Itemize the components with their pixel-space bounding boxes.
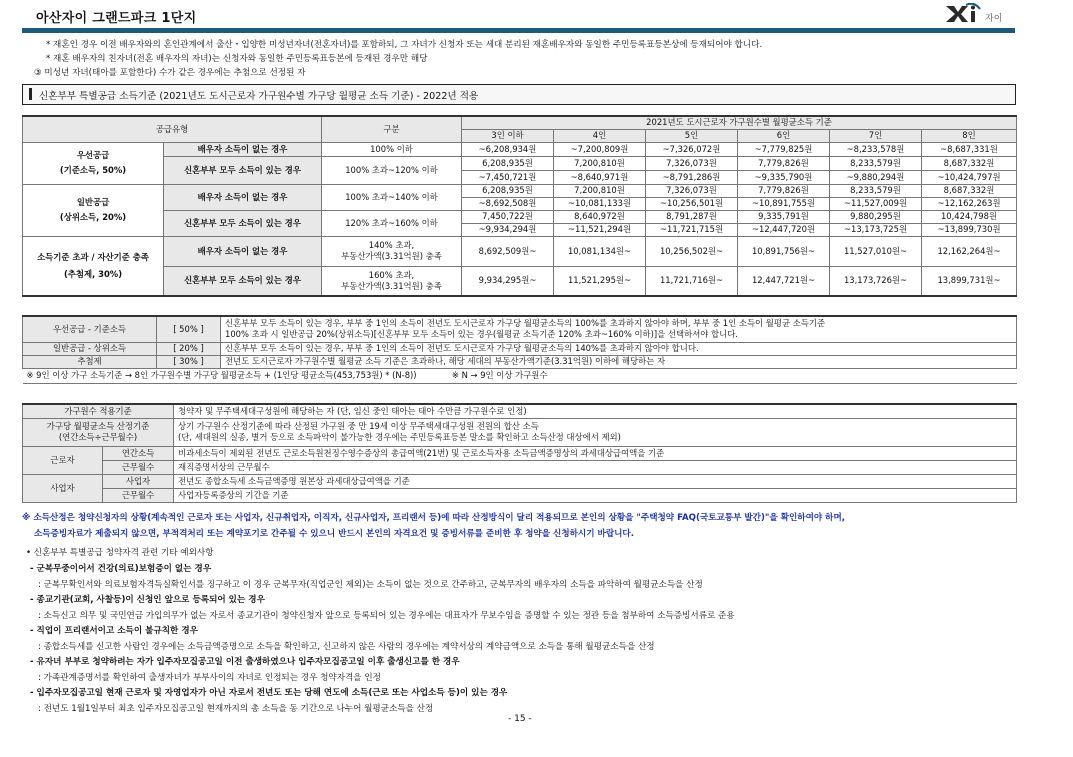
section-title: 신혼부부 특별공급 소득기준 (2021년도 도시근로자 가구원수별 가구당 월평균 소득 기준) - 2022년 적용	[39, 91, 479, 102]
page-number: - 15 -	[508, 714, 532, 724]
group-lottery	[23, 236, 164, 296]
value-cell: ~7,326,072원	[646, 142, 738, 156]
range-cell: 100% 이하	[322, 142, 462, 156]
range-cell: 100% 초과~140% 이하	[322, 184, 462, 210]
value-cell: 7,779,826원	[738, 156, 830, 170]
value-cell: 10,891,756원~	[738, 236, 830, 266]
value-cell: 8,791,287원	[646, 210, 738, 223]
criteria-desc: 전년도 도시근로자 가구원수별 월평균 소득 기준은 초과하나, 해당 세대의 부동산가액기준(3.31억원) 이하에 해당하는 자	[221, 355, 1017, 368]
exception-head: - 군복무중이어서 건강(의료)보험증이 없는 경우	[30, 564, 212, 574]
value-cell: 12,447,721원~	[738, 266, 830, 296]
hh-sub-label: 근무월수	[103, 460, 174, 474]
value-cell: 7,326,073원	[646, 184, 738, 197]
header-divider	[22, 28, 1015, 33]
hh-desc: 전년도 종합소득세 소득금액증명 원본상 과세대상급여액을 기준	[174, 474, 1017, 488]
group-lottery-sub: (추첨제, 30%)	[63, 268, 123, 279]
hh-label	[23, 418, 174, 446]
hh-sub-label: 근무월수	[103, 488, 174, 502]
value-cell: ~10,891,755원	[738, 197, 830, 210]
criteria-pct: [ 30% ]	[157, 355, 221, 368]
group-general-sub: (상위소득, 20%)	[59, 212, 127, 222]
value-cell: ~7,200,809원	[554, 142, 646, 156]
value-cell: 13,173,726원~	[830, 266, 922, 296]
value-cell: 10,081,134원~	[554, 236, 646, 266]
header-income-basis: 2021년도 도시근로자 가구원수별 월평균소득 기준	[462, 116, 1017, 129]
criteria-desc-line: 신혼부부 모두 소득이 있는 경우, 부부 중 1인의 소득이 전년도 도시근로자 가구당 월평균소득의 100%를 초과하지 않아야 하며, 부부 중 1인 소득이 월평균 소득기준	[225, 318, 826, 329]
value-cell: ~10,256,501원	[646, 197, 738, 210]
value-cell: 9,335,791원	[738, 210, 830, 223]
range-line: 140% 초과,	[368, 240, 415, 250]
cond-dual-income: 신혼부부 모두 소득이 있는 경우	[164, 210, 322, 236]
group-general	[23, 184, 164, 236]
range-cell	[322, 266, 462, 296]
value-cell: 8,687,332원	[922, 156, 1017, 170]
range-cell: 100% 초과~120% 이하	[322, 156, 462, 184]
value-cell: 8,687,332원	[922, 184, 1017, 197]
criteria-table	[22, 315, 1017, 384]
hh-label-line: (연간소득÷근무월수)	[58, 432, 138, 442]
value-cell: ~9,335,790원	[738, 170, 830, 184]
cond-dual-income: 신혼부부 모두 소득이 있는 경우	[164, 156, 322, 184]
criteria-label: 우선공급 - 기준소득	[23, 316, 157, 342]
hh-desc: 청약자 및 무주택세대구성원에 해당하는 자 (단, 임신 중인 태아는 태아 수만큼 가구원수로 인정)	[174, 404, 1017, 418]
hh-desc: 비과세소득이 제외된 전년도 근로소득원천징수영수증상의 총급여액(21번) 및 근로소득자용 소득금액증명상의 과세대상급여액을 기준	[174, 446, 1017, 460]
value-cell: 11,527,010원~	[830, 236, 922, 266]
cond-dual-income: 신혼부부 모두 소득이 있는 경우	[164, 266, 322, 296]
exception-body: : 군복무확인서와 의료보험자격득실확인서를 징구하고 이 경우 군복무자(직업군인 제외)는 소득이 없는 것으로 간주하고, 군복무자의 배우자의 소득을 파악하여 월평균소득을 산정	[38, 580, 703, 590]
criteria-footnote	[23, 368, 1017, 383]
value-cell: ~8,687,331원	[922, 142, 1017, 156]
value-cell: 7,326,073원	[646, 156, 738, 170]
hh-desc	[174, 418, 1017, 446]
range-cell: 120% 초과~160% 이하	[322, 210, 462, 236]
cond-single-income: 배우자 소득이 없는 경우	[164, 184, 322, 210]
value-cell: 6,208,935원	[462, 156, 554, 170]
value-cell: 7,200,810원	[554, 184, 646, 197]
value-cell: 8,233,579원	[830, 156, 922, 170]
value-cell: 8,233,579원	[830, 184, 922, 197]
value-cell: 8,640,972원	[554, 210, 646, 223]
value-cell: ~7,779,825원	[738, 142, 830, 156]
value-cell: ~6,208,934원	[462, 142, 554, 156]
hh-worker: 근로자	[23, 446, 103, 474]
group-priority-name: 우선공급	[76, 150, 110, 160]
value-cell: 10,256,502원~	[646, 236, 738, 266]
value-cell: 7,779,826원	[738, 184, 830, 197]
exception-head: - 유자녀 부부로 청약하려는 자가 입주자모집공고일 이전 출생하였으나 입주자모집공고일 이후 출생신고를 한 경우	[30, 657, 460, 667]
warning-line-2: 소득증빙자료가 제출되지 않으면, 부적격처리 또는 계약포기로 간주될 수 있으니 반드시 본인의 자격요건 및 증빙서류를 준비한 후 청약을 신청하시기 바랍니다.	[34, 529, 634, 539]
header-size-7: 7인	[830, 129, 922, 142]
hh-label-line: 가구당 월평균소득 산정기준	[46, 421, 150, 431]
range-line: 160% 초과,	[368, 269, 415, 280]
warning-line-1: ※ 소득산정은 청약신청자의 상황(계속적인 근로자 또는 사업자, 신규취업자, 이직자, 신규사업자, 프리랜서 등)에 따라 산정방식이 달리 적용되므로 본인의 상황을 "주택청약 FAQ(국토교통부 발간)"을 확인하여야 하며,	[22, 513, 846, 523]
exception-body: : 전년도 1월1일부터 최초 입주자모집공고일 현재까지의 총 소득을 동 기간으로 나누어 월평균소득을 산정	[38, 704, 434, 714]
criteria-pct: [ 50% ]	[157, 316, 221, 342]
hh-sub-label: 연간소득	[103, 446, 174, 460]
hh-sub-label: 사업자	[103, 474, 174, 488]
value-cell: ~11,521,294원	[554, 223, 646, 236]
header-size-6: 6인	[738, 129, 830, 142]
value-cell: 12,162,264원~	[922, 236, 1017, 266]
cond-single-income: 배우자 소득이 없는 경우	[164, 236, 322, 266]
logo-subtext: 자이	[985, 14, 1003, 24]
group-priority	[23, 142, 164, 184]
note-minor-children: ③ 미성년 자녀(태아를 포함한다) 수가 같은 경우에는 추첨으로 선정된 자	[34, 68, 306, 78]
criteria-pct: [ 20% ]	[157, 342, 221, 355]
value-cell: ~8,233,578원	[830, 142, 922, 156]
group-lottery-name: 소득기준 초과 / 자산기준 충족	[37, 251, 149, 262]
value-cell: ~13,173,725원	[830, 223, 922, 236]
value-cell: 6,208,935원	[462, 184, 554, 197]
value-cell: ~9,880,294원	[830, 170, 922, 184]
value-cell: ~11,527,009원	[830, 197, 922, 210]
range-cell	[322, 236, 462, 266]
section-accent	[29, 88, 32, 100]
value-cell: ~9,934,294원	[462, 223, 554, 236]
exception-head: - 입주자모집공고일 현재 근로자 및 자영업자가 아닌 자로서 전년도 또는 당해 연도에 소득(근로 또는 사업소득 등)이 있는 경우	[30, 688, 508, 698]
value-cell: 11,721,716원~	[646, 266, 738, 296]
page-header-title: 아산자이 그랜드파크 1단지	[36, 11, 197, 26]
exception-head: - 종교기관(교회, 사찰등)이 신청인 앞으로 등록되어 있는 경우	[30, 595, 265, 605]
group-general-name: 일반공급	[76, 197, 110, 207]
value-cell: 9,934,295원~	[462, 266, 554, 296]
value-cell: ~11,721,715원	[646, 223, 738, 236]
value-cell: 8,692,509원~	[462, 236, 554, 266]
value-cell: ~8,640,971원	[554, 170, 646, 184]
value-cell: 10,424,798원	[922, 210, 1017, 223]
header-supply-type: 공급유형	[23, 116, 322, 142]
hh-desc-line: 상기 가구원수 산정기준에 따라 산정된 가구원 중 만 19세 이상 무주택세대구성원 전원의 합산 소득	[178, 421, 539, 431]
value-cell: ~12,162,263원	[922, 197, 1017, 210]
value-cell: ~12,447,720원	[738, 223, 830, 236]
value-cell: 7,450,722원	[462, 210, 554, 223]
range-line: 부동산가액(3.31억원) 충족	[341, 280, 442, 291]
hh-label: 가구원수 적용기준	[23, 404, 174, 418]
footnote-n: ※ N → 9인 이상 가구원수	[451, 370, 548, 380]
note-stepchild: * 재혼 배우자의 친자녀(전혼 배우자의 자녀)는 신청자와 동일한 주민등록표등본에 등재된 경우만 해당	[46, 54, 428, 64]
exception-body: : 종합소득세를 신고한 사람인 경우에는 소득금액증명으로 소득을 확인하고, 신고하지 않은 사람의 경우에는 계약서상의 계약금액으로 소득을 통해 월평균소득을 산정	[38, 642, 655, 652]
criteria-desc	[221, 316, 1017, 342]
range-line: 부동산가액(3.31억원) 충족	[341, 251, 442, 261]
criteria-desc-line: 100% 초과 시 일반공급 20%(상위소득)[신혼부부 모두 소득이 있는 경우(월평균 소득기준 120% 초과~160% 이하)]을 선택하셔야 합니다.	[225, 329, 738, 340]
footnote-9plus: ※ 9인 이상 가구 소득기준 → 8인 가구원수별 가구당 월평균소득 + (1인당 평균소득(453,753원) * (N-8))	[26, 370, 417, 380]
section-title-box	[22, 84, 1016, 105]
value-cell: 9,880,295원	[830, 210, 922, 223]
value-cell: 13,899,731원~	[922, 266, 1017, 296]
exception-body: : 소득신고 의무 및 국민연금 가입의무가 없는 자로서 종교기관이 청약신청자 앞으로 등록되어 있는 경우에는 대표자가 무보수임을 증명할 수 있는 정관 등을 첨부하여 소득증빙서류로 준용	[38, 611, 735, 621]
exception-head: - 직업이 프리랜서이고 소득이 불규칙한 경우	[30, 626, 198, 636]
hh-desc: 사업자등록증상의 기간을 기준	[174, 488, 1017, 502]
header-size-3: 3인 이하	[462, 129, 554, 142]
hh-business: 사업자	[23, 474, 103, 502]
cond-single-income: 배우자 소득이 없는 경우	[164, 142, 322, 156]
header-size-4: 4인	[554, 129, 646, 142]
header-division: 구분	[322, 116, 462, 142]
household-income-table	[22, 403, 1017, 503]
criteria-label: 추첨제	[23, 355, 157, 368]
value-cell: ~7,450,721원	[462, 170, 554, 184]
value-cell: 11,521,295원~	[554, 266, 646, 296]
exceptions-title: • 신혼부부 특별공급 청약자격 관련 기타 예외사항	[26, 548, 214, 558]
value-cell: ~10,424,797원	[922, 170, 1017, 184]
note-remarriage: * 재혼인 경우 이전 배우자와의 혼인관계에서 출산・입양한 미성년자녀(전혼자녀)를 포함하되, 그 자녀가 신청자 또는 세대 분리된 재혼배우자와 동일한 주민등록표등본상에 등재되어야 합니다.	[46, 40, 763, 50]
group-priority-sub: (기준소득, 50%)	[59, 165, 127, 175]
hh-desc: 재직증명서상의 근무월수	[174, 460, 1017, 474]
value-cell: ~8,791,286원	[646, 170, 738, 184]
income-standard-table	[22, 115, 1017, 297]
value-cell: ~8,692,508원	[462, 197, 554, 210]
value-cell: 7,200,810원	[554, 156, 646, 170]
exception-body: : 가족관계증명서를 확인하여 출생자녀가 부부사이의 자녀로 인정되는 경우 청약자격을 인정	[38, 673, 381, 683]
value-cell: ~13,899,730원	[922, 223, 1017, 236]
header-size-8: 8인	[922, 129, 1017, 142]
value-cell: ~10,081,133원	[554, 197, 646, 210]
hh-desc-line: (단, 세대원의 실종, 별거 등으로 소득파악이 불가능한 경우에는 주민등록표등본 말소를 확인하고 소득산정 대상에서 제외)	[178, 432, 621, 442]
header-size-5: 5인	[646, 129, 738, 142]
criteria-desc: 신혼부부 모두 소득이 있는 경우, 부부 중 1인의 소득이 전년도 도시근로자 가구당 월평균소득의 140%를 초과하지 않아야 합니다.	[221, 342, 1017, 355]
criteria-label: 일반공급 - 상위소득	[23, 342, 157, 355]
